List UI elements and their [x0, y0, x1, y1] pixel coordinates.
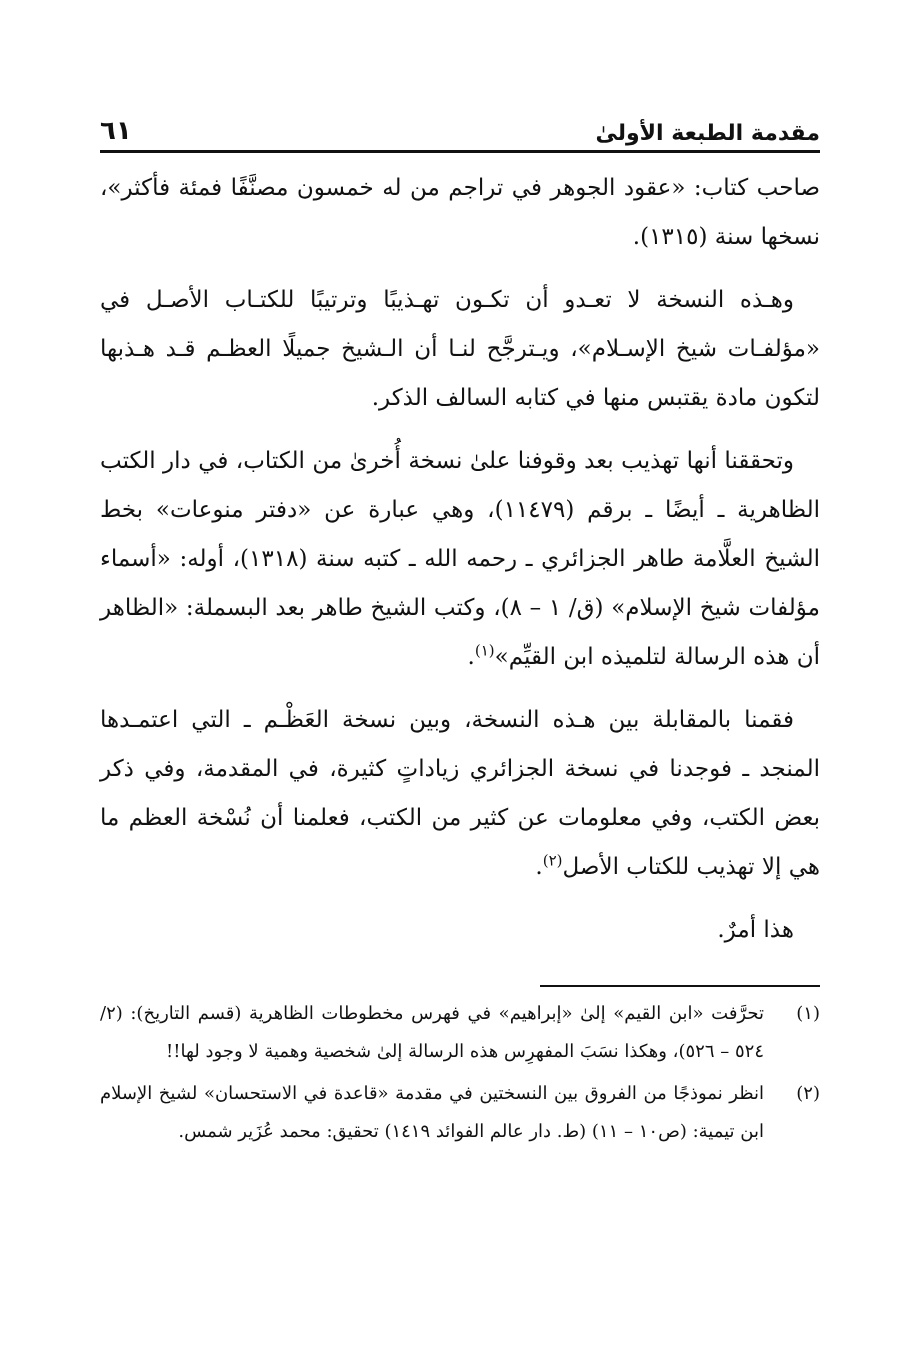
paragraph-text: صاحب كتاب: «عقود الجوهر في تراجم من له خمسون مصنَّفًا فمئة فأكثر»، نسخها سنة (١٣١٥). — [100, 175, 820, 250]
header-rule — [100, 150, 820, 153]
footnote-reference[interactable]: (١) — [474, 641, 495, 660]
footnote-separator — [540, 985, 820, 987]
paragraph-text: هذا أمرٌ. — [717, 917, 794, 943]
footnote-number: (٢) — [796, 1083, 820, 1104]
paragraph — [100, 164, 820, 262]
footnote-number: (١) — [796, 1003, 820, 1024]
paragraph-end: . — [535, 854, 543, 880]
paragraph — [100, 276, 820, 423]
page-number: ٦١ — [100, 116, 132, 146]
running-title: مقدمة الطبعة الأولىٰ — [595, 121, 820, 146]
main-text — [100, 164, 820, 969]
paragraph-text: وهـذه النسخة لا تعـدو أن تكـون تهـذيبًا وترتيبًا للكتـاب الأصـل في «مؤلفـات شيخ الإسـلام»، ويـترجَّح لنـا أن الـشيخ جميلًا العظـم قـد هـذبها لتكون مادة يقتبس منها في كتابه السالف الذكر. — [100, 287, 820, 411]
footnote-item — [100, 1075, 820, 1151]
footnote-reference[interactable]: (٢) — [542, 851, 563, 870]
footnote-text: تحرَّفت «ابن القيم» إلىٰ «إبراهيم» في فهرس مخطوطات الظاهرية (قسم التاريخ): (٢/ ٥٢٤ – ٥٢٦)، وهكذا نسَبَ المفهرِس هذه الرسالة إلىٰ شخصية وهمية لا وجود لها!! — [100, 1003, 764, 1062]
paragraph — [100, 437, 820, 682]
footnote-text: انظر نموذجًا من الفروق بين النسختين في مقدمة «قاعدة في الاستحسان» لشيخ الإسلام ابن تيمية: (ص١٠ – ١١) (ط. دار عالم الفوائد ١٤١٩) تحقيق: محمد عُزَير شمس. — [100, 1083, 764, 1142]
paragraph — [100, 906, 820, 955]
running-header — [100, 106, 820, 146]
paragraph-end: . — [467, 644, 475, 670]
paragraph-text: وتحققنا أنها تهذيب بعد وقوفنا علىٰ نسخة أُخرىٰ من الكتاب، في دار الكتب الظاهرية ـ أيضًا ـ برقم (١١٤٧٩)، وهي عبارة عن «دفتر منوعات» بخط الشيخ العلَّامة طاهر الجزائري ـ رحمه الله ـ كتبه سنة (١٣١٨)، أوله: «أسماء مؤلفات شيخ الإسلام» (ق/ ١ – ٨)، وكتب الشيخ طاهر بعد البسملة: «الظاهر أن هذه الرسالة لتلميذه ابن القيِّم» — [100, 448, 820, 670]
footnote-item — [100, 995, 820, 1071]
footnotes — [100, 995, 820, 1155]
paragraph-text: فقمنا بالمقابلة بين هـذه النسخة، وبين نسخة العَظْـم ـ التي اعتمـدها المنجد ـ فوجدنا في نسخة الجزائري زياداتٍ كثيرة، في المقدمة، وفي ذكر بعض الكتب، وفي معلومات عن كثير من الكتب، فعلمنا أن نُسْخة العظم ما هي إلا تهذيب للكتاب الأصل — [100, 707, 820, 880]
paragraph — [100, 696, 820, 892]
